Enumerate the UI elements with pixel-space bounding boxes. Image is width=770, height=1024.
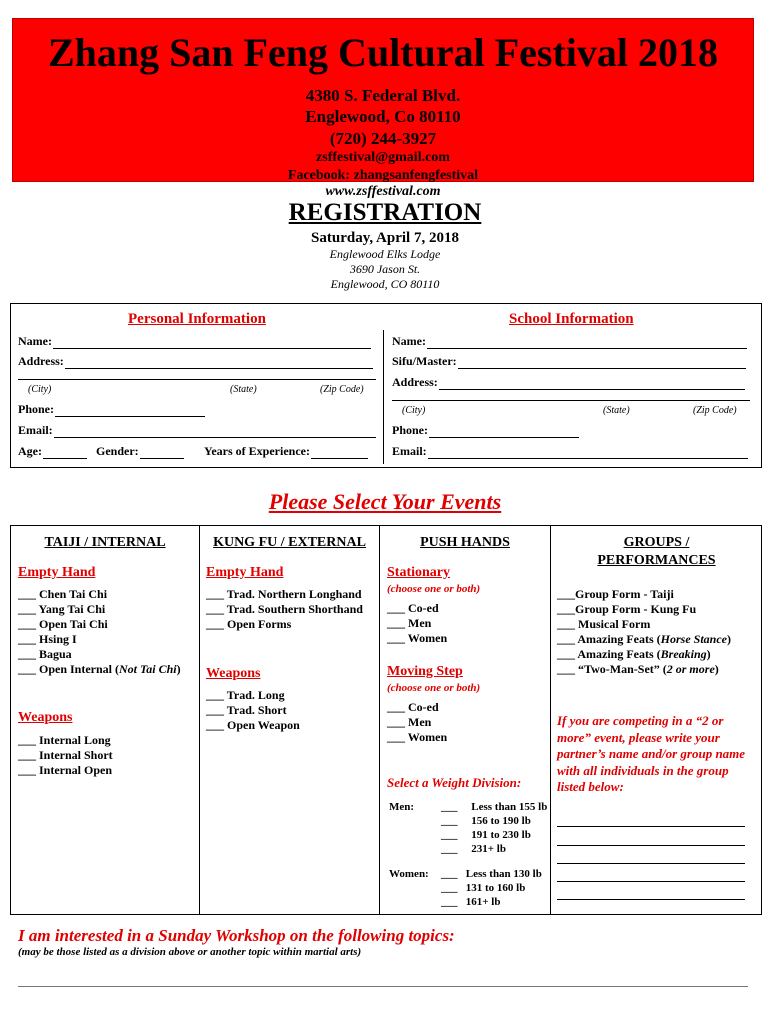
event-stationary-women[interactable]: ___ Women xyxy=(387,631,448,645)
event-open-forms[interactable]: ___ Open Forms xyxy=(206,617,292,631)
event-chen-tai-chi[interactable]: ___ Chen Tai Chi xyxy=(18,587,108,601)
kungfu-empty-hand-heading: Empty Hand xyxy=(206,565,284,580)
events-col-divider-2 xyxy=(379,525,380,915)
twoman-label: ___ “Two-Man-Set” ( xyxy=(557,662,667,676)
workshop-topic-line[interactable] xyxy=(18,986,748,987)
not-tai-chi-note: Not Tai Chi xyxy=(119,662,177,676)
event-hsing-i[interactable]: ___ Hsing I xyxy=(18,632,77,646)
partner-line-3[interactable] xyxy=(557,863,745,864)
groups-list xyxy=(557,587,731,677)
personal-info-heading: Personal Information xyxy=(128,311,266,327)
school-email-label: Email: xyxy=(392,444,427,458)
address-line-2: Englewood, Co 80110 xyxy=(305,107,461,126)
event-open-weapon[interactable]: ___ Open Weapon xyxy=(206,718,300,732)
event-internal-open[interactable]: ___ Internal Open xyxy=(18,763,113,777)
school-address-field[interactable] xyxy=(392,375,745,390)
feat1-label: ___ Amazing Feats ( xyxy=(557,632,661,646)
weight-men-191-230[interactable]: ___ 191 to 230 lb xyxy=(441,829,531,841)
personal-zip-caption: (Zip Code) xyxy=(320,384,364,395)
event-trad-northern-longhand[interactable]: ___ Trad. Northern Longhand xyxy=(206,587,362,601)
event-trad-short[interactable]: ___ Trad. Short xyxy=(206,703,287,717)
school-info-heading: School Information xyxy=(509,311,634,327)
women-weight-list xyxy=(441,867,542,909)
events-col-divider-1 xyxy=(199,525,200,915)
feat1-close: ) xyxy=(727,632,731,646)
partner-line-5[interactable] xyxy=(557,899,745,900)
taiji-heading: TAIJI / INTERNAL xyxy=(44,535,166,550)
school-name-label: Name: xyxy=(392,334,426,348)
taiji-empty-hand-list xyxy=(18,587,181,677)
event-amazing-feats-horse-stance[interactable] xyxy=(557,632,731,647)
event-stationary-men[interactable]: ___ Men xyxy=(387,616,432,630)
personal-name-label: Name: xyxy=(18,334,52,348)
weight-women-161-plus[interactable]: ___ 161+ lb xyxy=(441,896,501,908)
personal-years-field[interactable] xyxy=(204,444,368,459)
groups-heading-line-1: GROUPS / xyxy=(623,535,690,550)
moving-choose-note: (choose one or both) xyxy=(387,682,481,694)
taiji-empty-hand-heading: Empty Hand xyxy=(18,565,96,580)
registration-date: Saturday, April 7, 2018 xyxy=(311,230,459,246)
weight-division-title: Select a Weight Division: xyxy=(387,775,522,790)
venue-name: Englewood Elks Lodge xyxy=(329,247,441,261)
school-state-caption: (State) xyxy=(603,405,630,416)
event-amazing-feats-breaking[interactable] xyxy=(557,647,731,662)
workshop-note: (may be those listed as a division above or another topic within martial arts) xyxy=(18,946,362,958)
partner-line-2[interactable] xyxy=(557,845,745,846)
partner-line-4[interactable] xyxy=(557,881,745,882)
event-trad-long[interactable]: ___ Trad. Long xyxy=(206,688,285,702)
moving-step-heading: Moving Step xyxy=(387,664,463,679)
school-phone-label: Phone: xyxy=(392,423,428,437)
address-line-1: 4380 S. Federal Blvd. xyxy=(305,86,461,105)
registration-title: REGISTRATION xyxy=(288,199,482,226)
venue-street: 3690 Jason St. xyxy=(349,262,421,276)
weight-men-under-155[interactable]: ___ Less than 155 lb xyxy=(441,801,548,813)
event-musical-form[interactable]: ___ Musical Form xyxy=(557,617,651,631)
kungfu-empty-hand-list xyxy=(206,587,363,632)
event-two-man-set[interactable] xyxy=(557,662,731,677)
moving-list xyxy=(387,700,447,745)
weight-men-156-190[interactable]: ___ 156 to 190 lb xyxy=(441,815,531,827)
event-bagua[interactable]: ___ Bagua xyxy=(18,647,72,661)
weight-women-under-130[interactable]: ___ Less than 130 lb xyxy=(441,868,542,880)
info-divider xyxy=(383,330,384,464)
taiji-weapons-heading: Weapons xyxy=(18,710,73,725)
feat1-type: Horse Stance xyxy=(660,632,727,646)
feat2-type: Breaking xyxy=(660,647,707,661)
personal-gender-field[interactable] xyxy=(96,444,184,459)
personal-name-field[interactable] xyxy=(18,334,371,349)
school-name-field[interactable] xyxy=(392,334,747,349)
event-group-form-taiji[interactable]: ___Group Form - Taiji xyxy=(557,587,674,601)
school-email-field[interactable] xyxy=(392,444,748,459)
personal-address-label: Address: xyxy=(18,354,64,368)
personal-phone-field[interactable] xyxy=(18,402,205,417)
school-address-label: Address: xyxy=(392,375,438,389)
event-internal-long[interactable]: ___ Internal Long xyxy=(18,733,111,747)
school-city-caption: (City) xyxy=(402,405,426,416)
kungfu-heading: KUNG FU / EXTERNAL xyxy=(213,535,366,550)
website: www.zsffestival.com xyxy=(325,184,441,199)
school-sifu-label: Sifu/Master: xyxy=(392,354,457,368)
feat2-close: ) xyxy=(706,647,711,661)
weight-men-231-plus[interactable]: ___ 231+ lb xyxy=(441,843,506,855)
feat2-label: ___ Amazing Feats ( xyxy=(557,647,661,661)
stationary-heading: Stationary xyxy=(387,565,450,580)
school-address-line-2[interactable] xyxy=(392,400,750,401)
events-col-divider-3 xyxy=(550,525,551,915)
partner-line-1[interactable] xyxy=(557,826,745,827)
event-group-form-kungfu[interactable]: ___Group Form - Kung Fu xyxy=(557,602,697,616)
taiji-weapons-list xyxy=(18,733,113,778)
women-weight-label: Women: xyxy=(389,868,429,880)
school-sifu-field[interactable] xyxy=(392,354,746,369)
venue-city: Englewood, CO 80110 xyxy=(330,277,440,291)
kungfu-weapons-heading: Weapons xyxy=(206,666,261,681)
workshop-title: I am interested in a Sunday Workshop on the following topics: xyxy=(18,926,455,945)
personal-address-field[interactable] xyxy=(18,354,373,369)
personal-email-field[interactable] xyxy=(18,423,376,438)
personal-phone-label: Phone: xyxy=(18,402,54,416)
push-hands-heading: PUSH HANDS xyxy=(420,535,510,550)
stationary-choose-note: (choose one or both) xyxy=(387,583,481,595)
stationary-list xyxy=(387,601,447,646)
men-weight-label: Men: xyxy=(389,801,415,813)
event-yang-tai-chi[interactable]: ___ Yang Tai Chi xyxy=(18,602,106,616)
school-phone-field[interactable] xyxy=(392,423,579,438)
personal-city-caption: (City) xyxy=(28,384,52,395)
event-moving-women[interactable]: ___ Women xyxy=(387,730,448,744)
event-trad-southern-shorthand[interactable]: ___ Trad. Southern Shorthand xyxy=(206,602,363,616)
event-moving-men[interactable]: ___ Men xyxy=(387,715,432,729)
event-open-tai-chi[interactable]: ___ Open Tai Chi xyxy=(18,617,108,631)
event-moving-coed[interactable]: ___ Co-ed xyxy=(387,700,439,714)
men-weight-list xyxy=(441,800,547,856)
header-banner xyxy=(12,18,754,199)
personal-email-label: Email: xyxy=(18,423,53,437)
weight-women-131-160[interactable]: ___ 131 to 160 lb xyxy=(441,882,526,894)
twoman-close: ) xyxy=(714,662,719,676)
partner-instructions: If you are competing in a “2 or more” event, please write your partner’s name and/or group name with all individuals in the group listed below: xyxy=(557,713,746,794)
school-zip-caption: (Zip Code) xyxy=(693,405,737,416)
groups-heading-line-2: PERFORMANCES xyxy=(597,553,716,568)
select-events-title: Please Select Your Events xyxy=(268,489,502,514)
contact-email: zsffestival@gmail.com xyxy=(316,150,450,165)
phone-number: (720) 244-3927 xyxy=(329,129,437,148)
personal-years-label: Years of Experience: xyxy=(204,444,310,458)
event-open-internal[interactable] xyxy=(18,662,181,677)
event-stationary-coed[interactable]: ___ Co-ed xyxy=(387,601,439,615)
twoman-note: 2 or more xyxy=(666,662,715,676)
personal-age-label: Age: xyxy=(18,444,42,458)
open-internal-label: ___ Open Internal ( xyxy=(18,662,120,676)
kungfu-weapons-list xyxy=(206,688,300,733)
festival-title: Zhang San Feng Cultural Festival 2018 xyxy=(47,30,719,75)
facebook-handle: Facebook: zhangsanfengfestival xyxy=(287,168,479,183)
personal-age-field[interactable] xyxy=(18,444,87,459)
close-paren: ) xyxy=(176,662,181,676)
personal-state-caption: (State) xyxy=(230,384,257,395)
personal-address-line-2[interactable] xyxy=(18,379,376,380)
event-internal-short[interactable]: ___ Internal Short xyxy=(18,748,113,762)
personal-gender-label: Gender: xyxy=(96,444,139,458)
